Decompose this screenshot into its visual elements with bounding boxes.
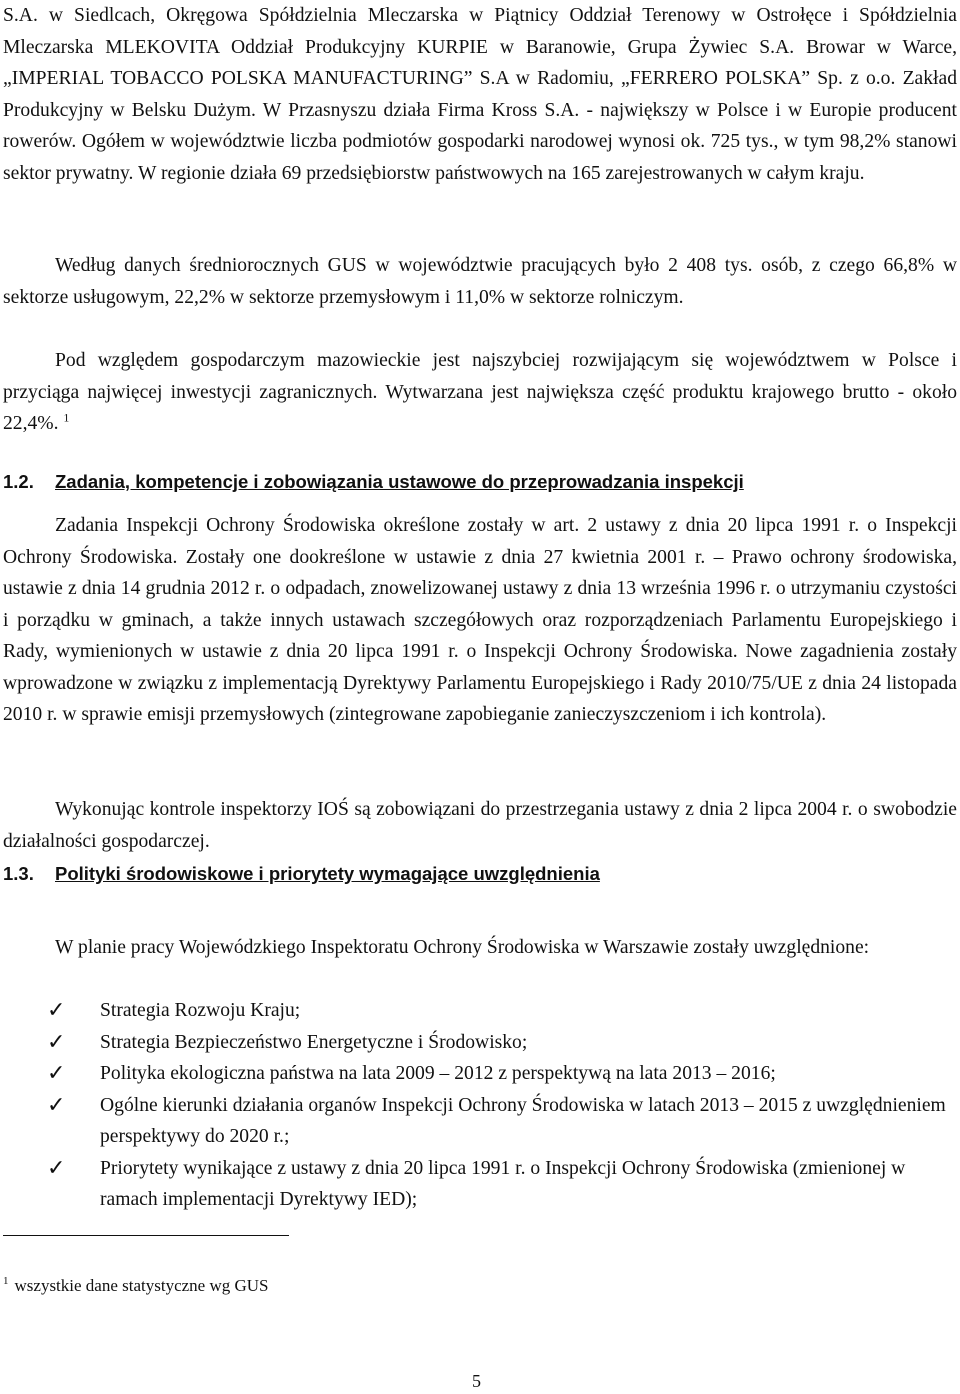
- policy-checklist: [3, 995, 957, 1216]
- paragraph-statutory-tasks: [3, 510, 957, 731]
- list-item-text: Polityka ekologiczna państwa na lata 2009 – 2012 z perspektywą na lata 2013 – 2016;: [100, 1063, 776, 1084]
- footnote-reference: 1: [63, 410, 70, 425]
- list-item-text: Strategia Rozwoju Kraju;: [100, 1000, 301, 1021]
- list-item-text: Priorytety wynikające z ustawy z dnia 20 lipca 1991 r. o Inspekcji Ochrony Środowiska (zmienionej w ramach implementacji Dyrektywy IED);: [100, 1157, 906, 1210]
- list-item: [3, 1090, 957, 1153]
- list-item-text: Ogólne kierunki działania organów Inspekcji Ochrony Środowiska w latach 2013 – 2015 z uwzględnieniem perspektywy do 2020 r.;: [100, 1094, 946, 1147]
- paragraph-economy-text: Pod względem gospodarczym mazowieckie jest najszybciej rozwijającym się województwem w Polsce i przyciąga najwięcej inwestycji zagranicznych. Wytwarzana jest największa część produktu krajowego brutto - około 22,4%.: [3, 350, 957, 434]
- checkmark-icon: ✓: [47, 1092, 66, 1118]
- section-number: 1.2.: [3, 471, 34, 492]
- paragraph-enterprises-text: S.A. w Siedlcach, Okręgowa Spółdzielnia Mleczarska w Piątnicy Oddział Terenowy w Ostrołęce i Spółdzielnia Mleczarska MLEKOVITA Oddział Produkcyjny KURPIE w Baranowie, Grupa Żywiec S.A. Browar w Warce, „IMPERIAL TOBACCO POLSKA MANUFACTURING” S.A w Radomiu, „FERRERO POLSKA” Sp. z o.o. Zakład Produkcyjny w Belsku Dużym. W Przasnyszu działa Firma Kross S.A. - największy w Polsce i w Europie producent rowerów. Ogółem w województwie liczba podmiotów gospodarki narodowej wynosi ok. 725 tys., w tym 98,2% stanowi sektor prywatny. W regionie działa 69 przedsiębiorstw państwowych na 165 zarejestrowanych w całym kraju.: [3, 5, 957, 184]
- section-heading-1-2: [3, 467, 957, 497]
- section-number: 1.3.: [3, 863, 34, 884]
- list-item-text: Strategia Bezpieczeństwo Energetyczne i Środowisko;: [100, 1031, 528, 1053]
- checkmark-icon: ✓: [47, 1061, 66, 1086]
- paragraph-inspections-text: Wykonując kontrole inspektorzy IOŚ są zobowiązani do przestrzegania ustawy z dnia 2 lipca 2004 r. o swobodzie działalności gospodarczej.: [3, 799, 957, 852]
- paragraph-employment-text: Według danych średniorocznych GUS w województwie pracujących było 2 408 tys. osób, z czego 66,8% w sektorze usługowym, 22,2% w sektorze przemysłowym i 11,0% w sektorze rolniczym.: [3, 255, 957, 308]
- list-item: [3, 995, 957, 1027]
- list-item: [3, 1058, 957, 1090]
- paragraph-work-plan-intro: [3, 932, 957, 964]
- checkmark-icon: ✓: [47, 1029, 66, 1055]
- footnote: [3, 1274, 269, 1298]
- paragraph-economy: [3, 345, 957, 440]
- paragraph-inspections: [3, 794, 957, 857]
- paragraph-work-plan-intro-text: W planie pracy Wojewódzkiego Inspektoratu Ochrony Środowiska w Warszawie zostały uwzględnione:: [55, 937, 870, 958]
- checkmark-icon: ✓: [47, 1155, 66, 1181]
- page-number: 5: [472, 1371, 481, 1391]
- footnote-mark: 1: [3, 1275, 9, 1288]
- section-title: Polityki środowiskowe i priorytety wymagające uwzględnienia: [55, 863, 600, 884]
- list-item: [3, 1153, 957, 1216]
- paragraph-employment: [3, 250, 957, 313]
- list-item: [3, 1027, 957, 1059]
- checkmark-icon: ✓: [47, 998, 66, 1023]
- paragraph-enterprises: [3, 0, 957, 189]
- paragraph-statutory-tasks-text: Zadania Inspekcji Ochrony Środowiska określone zostały w art. 2 ustawy z dnia 20 lipca 1991 r. o Inspekcji Ochrony Środowiska. Zostały one dookreślone w ustawie z dnia 27 kwietnia 2001 r. – Prawo ochrony środowiska, ustawie z dnia 14 grudnia 2012 r. o odpadach, znowelizowanej ustawy z dnia 13 września 1996 r. o utrzymaniu czystości i porządku w gminach, a także innych ustawach szczegółowych oraz rozporządzeniach Parlamentu Europejskiego i Rady, wymienionych w ustawie z dnia 20 lipca 1991 r. o Inspekcji Ochrony Środowiska. Nowe zagadnienia zostały wprowadzone w związku z implementacją Dyrektywy Parlamentu Europejskiego i Rady 2010/75/UE z dnia 24 listopada 2010 r. w sprawie emisji przemysłowych (zintegrowane zapobieganie zanieczyszczeniom i ich kontrola).: [3, 515, 957, 725]
- section-heading-1-3: [3, 859, 957, 889]
- footnote-text: wszystkie dane statystyczne wg GUS: [14, 1276, 269, 1295]
- footnote-divider: [3, 1235, 289, 1236]
- section-title: Zadania, kompetencje i zobowiązania ustawowe do przeprowadzania inspekcji: [55, 471, 744, 492]
